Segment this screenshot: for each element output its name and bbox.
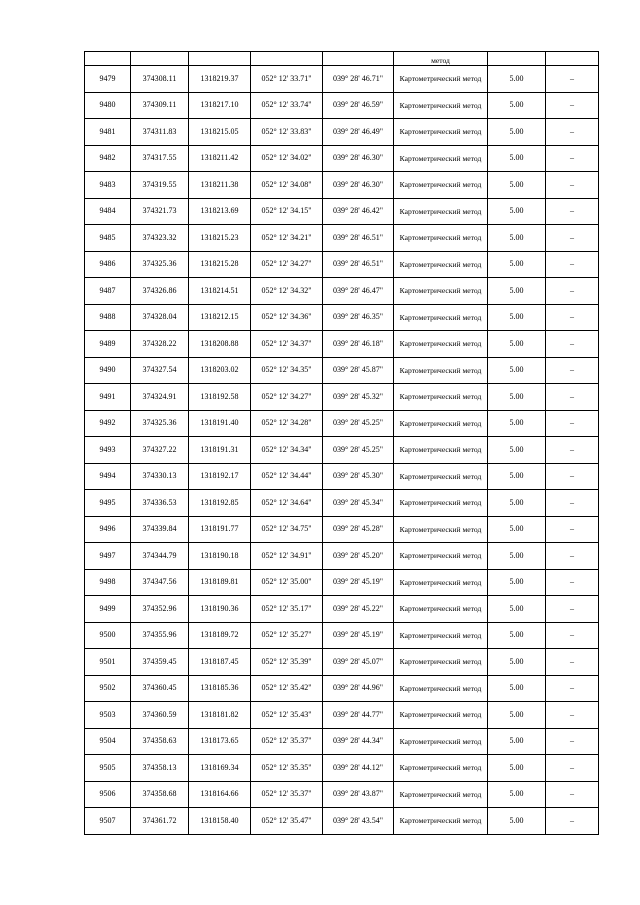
cell-y-coordinate: 1318208.88 [189, 331, 251, 358]
cell-note: – [546, 278, 599, 305]
cell-accuracy: 5.00 [488, 543, 546, 570]
cell-latitude: 052° 12' 33.83" [251, 119, 323, 146]
cell-longitude: 039° 28' 44.12" [323, 755, 394, 782]
cell-point-number: 9483 [85, 172, 131, 199]
cell-y-coordinate: 1318217.10 [189, 92, 251, 119]
cell-accuracy: 5.00 [488, 702, 546, 729]
cell-point-number: 9502 [85, 675, 131, 702]
cell-note: – [546, 172, 599, 199]
cell-x-coordinate: 374360.59 [131, 702, 189, 729]
cell-accuracy: 5.00 [488, 304, 546, 331]
cell-method: Картометрический метод [394, 92, 488, 119]
cell-longitude: 039° 28' 46.30" [323, 172, 394, 199]
cell-longitude: 039° 28' 45.19" [323, 622, 394, 649]
table-row [85, 145, 599, 172]
cell-x-coordinate: 374358.13 [131, 755, 189, 782]
cell-method: Картометрический метод [394, 728, 488, 755]
cell-point-number: 9505 [85, 755, 131, 782]
cell-latitude: 052° 12' 34.44" [251, 463, 323, 490]
cell-point-number: 9482 [85, 145, 131, 172]
cell-latitude: 052° 12' 35.27" [251, 622, 323, 649]
cell-x-coordinate: 374328.22 [131, 331, 189, 358]
cell-accuracy: 5.00 [488, 781, 546, 808]
cell-longitude: 039° 28' 43.87" [323, 781, 394, 808]
cell-longitude: 039° 28' 46.51" [323, 225, 394, 252]
cell-note: – [546, 410, 599, 437]
cell-method: Картометрический метод [394, 755, 488, 782]
cell-point-number: 9504 [85, 728, 131, 755]
cell-method: Картометрический метод [394, 702, 488, 729]
cell-method: Картометрический метод [394, 119, 488, 146]
cell-x-coordinate: 374358.68 [131, 781, 189, 808]
cell-y-coordinate: 1318187.45 [189, 649, 251, 676]
cell-note: – [546, 808, 599, 835]
cell-latitude: 052° 12' 35.39" [251, 649, 323, 676]
cell-accuracy: 5.00 [488, 755, 546, 782]
cell-latitude: 052° 12' 35.37" [251, 781, 323, 808]
cell-empty [488, 52, 546, 66]
cell-accuracy: 5.00 [488, 490, 546, 517]
cell-point-number: 9484 [85, 198, 131, 225]
cell-accuracy: 5.00 [488, 516, 546, 543]
table-row [85, 384, 599, 411]
cell-note: – [546, 622, 599, 649]
cell-y-coordinate: 1318189.81 [189, 569, 251, 596]
cell-x-coordinate: 374321.73 [131, 198, 189, 225]
cell-method: Картометрический метод [394, 569, 488, 596]
cell-x-coordinate: 374309.11 [131, 92, 189, 119]
table-row [85, 172, 599, 199]
cell-y-coordinate: 1318190.36 [189, 596, 251, 623]
cell-note: – [546, 198, 599, 225]
cell-point-number: 9491 [85, 384, 131, 411]
cell-method: Картометрический метод [394, 490, 488, 517]
cell-accuracy: 5.00 [488, 278, 546, 305]
cell-latitude: 052° 12' 34.35" [251, 357, 323, 384]
cell-y-coordinate: 1318214.51 [189, 278, 251, 305]
cell-latitude: 052° 12' 35.37" [251, 728, 323, 755]
cell-accuracy: 5.00 [488, 251, 546, 278]
table-row [85, 278, 599, 305]
cell-method: Картометрический метод [394, 384, 488, 411]
cell-latitude: 052° 12' 34.02" [251, 145, 323, 172]
cell-note: – [546, 596, 599, 623]
cell-point-number: 9485 [85, 225, 131, 252]
cell-longitude: 039° 28' 45.25" [323, 437, 394, 464]
cell-x-coordinate: 374317.55 [131, 145, 189, 172]
cell-longitude: 039° 28' 46.47" [323, 278, 394, 305]
cell-point-number: 9507 [85, 808, 131, 835]
cell-method: Картометрический метод [394, 622, 488, 649]
cell-longitude: 039° 28' 44.34" [323, 728, 394, 755]
cell-method: Картометрический метод [394, 278, 488, 305]
cell-accuracy: 5.00 [488, 596, 546, 623]
cell-point-number: 9493 [85, 437, 131, 464]
cell-latitude: 052° 12' 35.17" [251, 596, 323, 623]
cell-note: – [546, 304, 599, 331]
cell-y-coordinate: 1318191.77 [189, 516, 251, 543]
cell-x-coordinate: 374347.56 [131, 569, 189, 596]
cell-y-coordinate: 1318191.40 [189, 410, 251, 437]
table-row [85, 119, 599, 146]
cell-accuracy: 5.00 [488, 66, 546, 93]
cell-longitude: 039° 28' 46.35" [323, 304, 394, 331]
cell-latitude: 052° 12' 34.28" [251, 410, 323, 437]
boundary-points-table [84, 51, 599, 835]
cell-accuracy: 5.00 [488, 92, 546, 119]
cell-accuracy: 5.00 [488, 569, 546, 596]
table-row [85, 437, 599, 464]
cell-y-coordinate: 1318173.65 [189, 728, 251, 755]
cell-longitude: 039° 28' 45.19" [323, 569, 394, 596]
cell-latitude: 052° 12' 34.34" [251, 437, 323, 464]
cell-accuracy: 5.00 [488, 622, 546, 649]
cell-note: – [546, 516, 599, 543]
cell-point-number: 9495 [85, 490, 131, 517]
cell-latitude: 052° 12' 34.21" [251, 225, 323, 252]
cell-latitude: 052° 12' 34.75" [251, 516, 323, 543]
cell-note: – [546, 675, 599, 702]
cell-point-number: 9494 [85, 463, 131, 490]
cell-y-coordinate: 1318158.40 [189, 808, 251, 835]
cell-longitude: 039° 28' 46.18" [323, 331, 394, 358]
cell-y-coordinate: 1318164.66 [189, 781, 251, 808]
cell-point-number: 9497 [85, 543, 131, 570]
cell-method: Картометрический метод [394, 437, 488, 464]
cell-note: – [546, 702, 599, 729]
cell-point-number: 9479 [85, 66, 131, 93]
cell-note: – [546, 119, 599, 146]
table-row [85, 755, 599, 782]
table-row [85, 66, 599, 93]
cell-longitude: 039° 28' 45.32" [323, 384, 394, 411]
cell-y-coordinate: 1318192.85 [189, 490, 251, 517]
cell-x-coordinate: 374358.63 [131, 728, 189, 755]
cell-longitude: 039° 28' 43.54" [323, 808, 394, 835]
cell-empty [251, 52, 323, 66]
cell-accuracy: 5.00 [488, 172, 546, 199]
cell-longitude: 039° 28' 45.22" [323, 596, 394, 623]
cell-point-number: 9500 [85, 622, 131, 649]
cell-method: Картометрический метод [394, 516, 488, 543]
cell-empty [85, 52, 131, 66]
cell-latitude: 052° 12' 34.08" [251, 172, 323, 199]
cell-latitude: 052° 12' 34.15" [251, 198, 323, 225]
cell-point-number: 9503 [85, 702, 131, 729]
cell-point-number: 9487 [85, 278, 131, 305]
cell-y-coordinate: 1318192.17 [189, 463, 251, 490]
cell-longitude: 039° 28' 45.87" [323, 357, 394, 384]
cell-latitude: 052° 12' 35.00" [251, 569, 323, 596]
cell-longitude: 039° 28' 44.77" [323, 702, 394, 729]
cell-latitude: 052° 12' 34.36" [251, 304, 323, 331]
cell-longitude: 039° 28' 44.96" [323, 675, 394, 702]
cell-longitude: 039° 28' 46.30" [323, 145, 394, 172]
table-row [85, 781, 599, 808]
cell-x-coordinate: 374308.11 [131, 66, 189, 93]
cell-x-coordinate: 374355.96 [131, 622, 189, 649]
cell-y-coordinate: 1318190.18 [189, 543, 251, 570]
cell-note: – [546, 569, 599, 596]
cell-note: – [546, 225, 599, 252]
cell-x-coordinate: 374327.54 [131, 357, 189, 384]
cell-accuracy: 5.00 [488, 384, 546, 411]
table-row [85, 410, 599, 437]
cell-note: – [546, 728, 599, 755]
cell-note: – [546, 66, 599, 93]
cell-latitude: 052° 12' 34.27" [251, 384, 323, 411]
cell-x-coordinate: 374326.86 [131, 278, 189, 305]
cell-empty [189, 52, 251, 66]
table-row-continuation [85, 52, 599, 66]
cell-x-coordinate: 374336.53 [131, 490, 189, 517]
cell-x-coordinate: 374344.79 [131, 543, 189, 570]
cell-latitude: 052° 12' 33.71" [251, 66, 323, 93]
cell-method: Картометрический метод [394, 463, 488, 490]
cell-accuracy: 5.00 [488, 410, 546, 437]
cell-y-coordinate: 1318215.23 [189, 225, 251, 252]
cell-method: Картометрический метод [394, 172, 488, 199]
table-row [85, 596, 599, 623]
cell-method: Картометрический метод [394, 649, 488, 676]
cell-y-coordinate: 1318215.05 [189, 119, 251, 146]
table-row [85, 225, 599, 252]
cell-longitude: 039° 28' 46.42" [323, 198, 394, 225]
cell-note: – [546, 463, 599, 490]
cell-note: – [546, 331, 599, 358]
cell-x-coordinate: 374327.22 [131, 437, 189, 464]
cell-latitude: 052° 12' 35.35" [251, 755, 323, 782]
cell-point-number: 9501 [85, 649, 131, 676]
cell-x-coordinate: 374352.96 [131, 596, 189, 623]
table-row [85, 198, 599, 225]
cell-latitude: 052° 12' 34.64" [251, 490, 323, 517]
table-row [85, 808, 599, 835]
table-row [85, 516, 599, 543]
cell-longitude: 039° 28' 45.34" [323, 490, 394, 517]
cell-point-number: 9498 [85, 569, 131, 596]
cell-x-coordinate: 374325.36 [131, 251, 189, 278]
cell-method: Картометрический метод [394, 543, 488, 570]
cell-point-number: 9488 [85, 304, 131, 331]
cell-longitude: 039° 28' 45.20" [323, 543, 394, 570]
cell-longitude: 039° 28' 46.49" [323, 119, 394, 146]
table-row [85, 702, 599, 729]
cell-point-number: 9492 [85, 410, 131, 437]
cell-point-number: 9496 [85, 516, 131, 543]
cell-x-coordinate: 374319.55 [131, 172, 189, 199]
cell-x-coordinate: 374330.13 [131, 463, 189, 490]
table-row [85, 622, 599, 649]
cell-accuracy: 5.00 [488, 649, 546, 676]
cell-y-coordinate: 1318211.42 [189, 145, 251, 172]
cell-latitude: 052° 12' 34.32" [251, 278, 323, 305]
cell-point-number: 9499 [85, 596, 131, 623]
cell-y-coordinate: 1318189.72 [189, 622, 251, 649]
cell-x-coordinate: 374360.45 [131, 675, 189, 702]
cell-y-coordinate: 1318191.31 [189, 437, 251, 464]
table-row [85, 490, 599, 517]
cell-method: Картометрический метод [394, 675, 488, 702]
cell-note: – [546, 490, 599, 517]
cell-y-coordinate: 1318185.36 [189, 675, 251, 702]
cell-note: – [546, 384, 599, 411]
cell-accuracy: 5.00 [488, 119, 546, 146]
cell-note: – [546, 145, 599, 172]
cell-accuracy: 5.00 [488, 463, 546, 490]
cell-method: Картометрический метод [394, 808, 488, 835]
cell-longitude: 039° 28' 45.25" [323, 410, 394, 437]
cell-x-coordinate: 374323.32 [131, 225, 189, 252]
cell-longitude: 039° 28' 46.71" [323, 66, 394, 93]
table-row [85, 543, 599, 570]
cell-method: Картометрический метод [394, 596, 488, 623]
table-row [85, 649, 599, 676]
table-row [85, 463, 599, 490]
table-row [85, 331, 599, 358]
cell-note: – [546, 755, 599, 782]
cell-x-coordinate: 374328.04 [131, 304, 189, 331]
cell-latitude: 052° 12' 33.74" [251, 92, 323, 119]
cell-method: Картометрический метод [394, 225, 488, 252]
cell-point-number: 9481 [85, 119, 131, 146]
cell-y-coordinate: 1318211.38 [189, 172, 251, 199]
table-row [85, 357, 599, 384]
cell-method: Картометрический метод [394, 781, 488, 808]
cell-method: Картометрический метод [394, 145, 488, 172]
cell-x-coordinate: 374324.91 [131, 384, 189, 411]
cell-point-number: 9489 [85, 331, 131, 358]
cell-y-coordinate: 1318181.82 [189, 702, 251, 729]
cell-latitude: 052° 12' 34.91" [251, 543, 323, 570]
cell-method-continuation: метод [394, 52, 488, 66]
cell-empty [131, 52, 189, 66]
cell-x-coordinate: 374359.45 [131, 649, 189, 676]
cell-method: Картометрический метод [394, 357, 488, 384]
cell-latitude: 052° 12' 34.37" [251, 331, 323, 358]
table-row [85, 304, 599, 331]
cell-empty [323, 52, 394, 66]
cell-accuracy: 5.00 [488, 437, 546, 464]
cell-accuracy: 5.00 [488, 198, 546, 225]
cell-point-number: 9506 [85, 781, 131, 808]
cell-longitude: 039° 28' 46.59" [323, 92, 394, 119]
cell-longitude: 039° 28' 45.30" [323, 463, 394, 490]
table-body [85, 52, 599, 835]
cell-accuracy: 5.00 [488, 675, 546, 702]
cell-method: Картометрический метод [394, 304, 488, 331]
cell-y-coordinate: 1318212.15 [189, 304, 251, 331]
cell-x-coordinate: 374339.84 [131, 516, 189, 543]
cell-point-number: 9490 [85, 357, 131, 384]
cell-y-coordinate: 1318192.58 [189, 384, 251, 411]
table-row [85, 92, 599, 119]
cell-accuracy: 5.00 [488, 808, 546, 835]
cell-method: Картометрический метод [394, 66, 488, 93]
cell-note: – [546, 543, 599, 570]
cell-longitude: 039° 28' 45.07" [323, 649, 394, 676]
cell-latitude: 052° 12' 34.27" [251, 251, 323, 278]
table-row [85, 569, 599, 596]
cell-y-coordinate: 1318169.34 [189, 755, 251, 782]
table-row [85, 675, 599, 702]
table-row [85, 728, 599, 755]
cell-method: Картометрический метод [394, 331, 488, 358]
cell-y-coordinate: 1318213.69 [189, 198, 251, 225]
cell-note: – [546, 251, 599, 278]
cell-note: – [546, 437, 599, 464]
cell-x-coordinate: 374325.36 [131, 410, 189, 437]
cell-accuracy: 5.00 [488, 357, 546, 384]
cell-accuracy: 5.00 [488, 225, 546, 252]
cell-x-coordinate: 374311.83 [131, 119, 189, 146]
cell-method: Картометрический метод [394, 198, 488, 225]
cell-latitude: 052° 12' 35.42" [251, 675, 323, 702]
cell-note: – [546, 781, 599, 808]
cell-note: – [546, 357, 599, 384]
cell-point-number: 9480 [85, 92, 131, 119]
cell-note: – [546, 92, 599, 119]
cell-longitude: 039° 28' 45.28" [323, 516, 394, 543]
cell-y-coordinate: 1318219.37 [189, 66, 251, 93]
cell-x-coordinate: 374361.72 [131, 808, 189, 835]
cell-accuracy: 5.00 [488, 145, 546, 172]
cell-accuracy: 5.00 [488, 728, 546, 755]
cell-longitude: 039° 28' 46.51" [323, 251, 394, 278]
cell-accuracy: 5.00 [488, 331, 546, 358]
cell-y-coordinate: 1318215.28 [189, 251, 251, 278]
cell-latitude: 052° 12' 35.47" [251, 808, 323, 835]
cell-method: Картометрический метод [394, 251, 488, 278]
cell-latitude: 052° 12' 35.43" [251, 702, 323, 729]
table-row [85, 251, 599, 278]
cell-point-number: 9486 [85, 251, 131, 278]
cell-note: – [546, 649, 599, 676]
cell-y-coordinate: 1318203.02 [189, 357, 251, 384]
cell-method: Картометрический метод [394, 410, 488, 437]
cell-empty [546, 52, 599, 66]
